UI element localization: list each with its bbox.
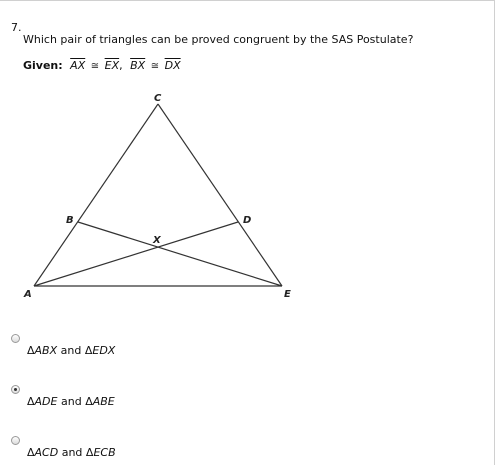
answer-option-3[interactable] (11, 436, 311, 462)
segment-be (78, 222, 282, 286)
side-ce (158, 104, 282, 286)
segment-ad (34, 222, 238, 286)
segment-bx: $\overline{BX}$ (130, 59, 146, 72)
point-label-e: E (284, 289, 291, 300)
option-3-triangle-2: ECB (93, 446, 116, 459)
option-2-triangle-1: ADE (34, 395, 58, 408)
triangle-symbol: Δ (85, 395, 93, 408)
triangle-symbol: Δ (27, 446, 35, 459)
comma: , (119, 59, 123, 72)
option-3-conjunction: and (61, 446, 83, 459)
answer-option-2[interactable] (11, 385, 311, 411)
side-ac (34, 104, 158, 286)
congruent-symbol: ≅ (150, 61, 160, 72)
option-2-triangle-2: ABE (92, 395, 115, 408)
point-label-d: D (243, 215, 252, 226)
triangle-symbol: Δ (85, 446, 94, 459)
question-number: 7. (11, 21, 22, 34)
option-2-conjunction: and (60, 395, 82, 408)
congruent-symbol: ≅ (90, 61, 100, 72)
segment-ax: $\overline{AX}$ (70, 59, 86, 72)
triangle-symbol: Δ (27, 344, 35, 357)
point-label-x: X (153, 235, 161, 246)
point-label-c: C (154, 93, 162, 104)
option-1-label[interactable] (27, 344, 115, 357)
triangle-symbol: Δ (27, 395, 35, 408)
given-label: Given: (23, 59, 63, 72)
option-1-triangle-1: ABX (34, 344, 58, 357)
answer-option-1[interactable] (11, 334, 311, 360)
option-1-triangle-2: EDX (92, 344, 116, 357)
option-2-label[interactable] (27, 395, 115, 408)
triangle-symbol: Δ (84, 344, 93, 357)
segment-ex: $\overline{EX}$ (104, 59, 120, 72)
option-3-triangle-1: ACD (34, 446, 59, 459)
point-label-a: A (24, 289, 32, 300)
radio-button-option-1[interactable] (11, 334, 20, 343)
radio-button-option-3[interactable] (11, 436, 20, 445)
option-3-label[interactable] (27, 446, 116, 459)
radio-button-option-2[interactable] (11, 385, 20, 394)
question-text: Which pair of triangles can be proved congruent by the SAS Postulate? (23, 33, 414, 46)
segment-dx: $\overline{DX}$ (164, 59, 181, 72)
option-1-conjunction: and (60, 344, 82, 357)
point-label-b: B (66, 215, 74, 226)
